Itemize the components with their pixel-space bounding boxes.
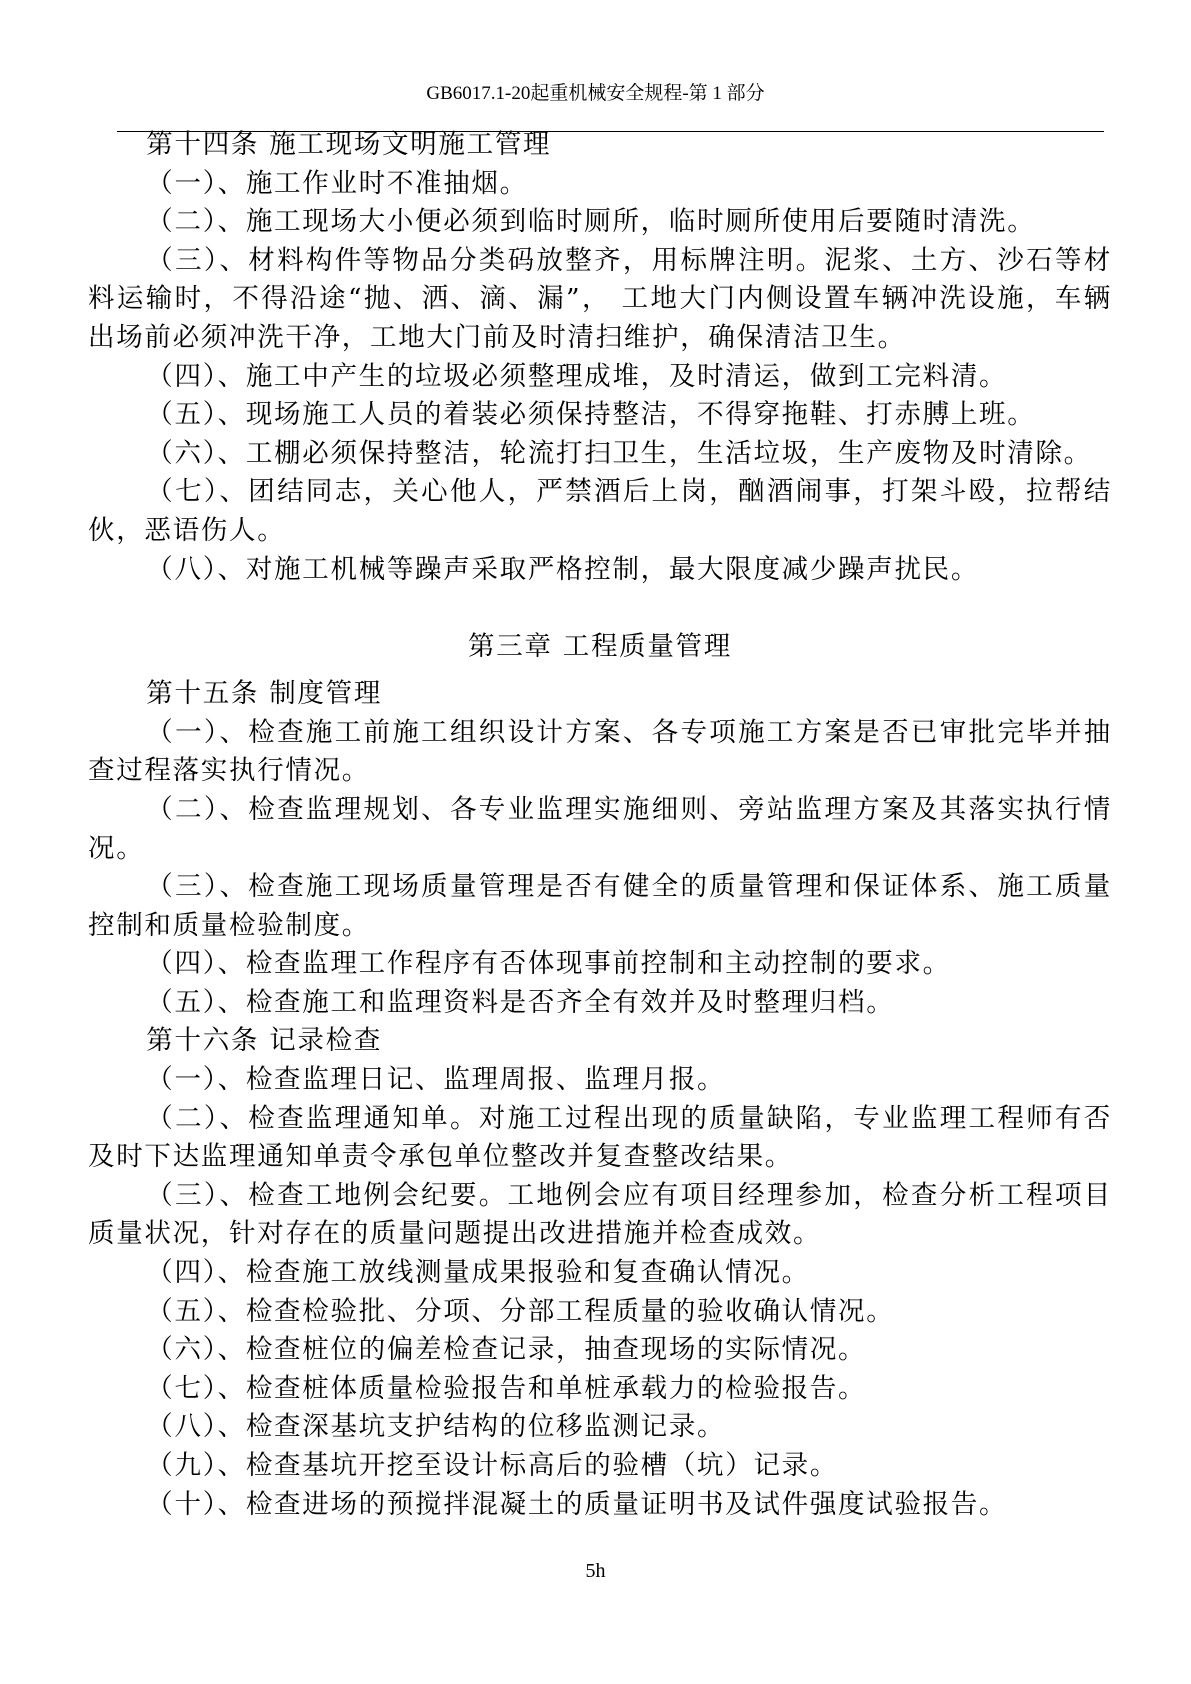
article-14-item-8: （八）、对施工机械等躁声采取严格控制，最大限度减少躁声扰民。 xyxy=(146,553,980,585)
article-16-item-10: （十）、检查进场的预搅拌混凝土的质量证明书及试件强度试验报告。 xyxy=(146,1488,1008,1520)
article-16-item-9: （九）、检查基坑开挖至设计标高后的验槽（坑）记录。 xyxy=(146,1450,839,1481)
article-16-item-6: （六）、检查桩位的偏差检查记录，抽查现场的实际情况。 xyxy=(146,1334,867,1366)
article-14-item-3: （三）、材料构件等物品分类码放整齐，用标牌注明。泥浆、土方、沙石等材料运输时，不得沿途“抛、洒、滴、漏”， 工地大门内侧设置车辆冲洗设施，车辆出场前必须冲洗干净，工地大门前及时清扫维护，确保清洁卫生。 xyxy=(88,244,1112,353)
article-15-title: 第十五条 制度管理 xyxy=(146,678,383,710)
article-16-item-4: （四）、检查施工放线测量成果报验和复查确认情况。 xyxy=(146,1257,810,1289)
article-15-item-1: （一）、检查施工前施工组织设计方案、各专项施工方案是否已审批完毕并抽查过程落实执行情况。 xyxy=(88,716,1112,787)
document-body xyxy=(88,126,1112,1524)
article-15-item-5: （五）、检查施工和监理资料是否齐全有效并及时整理归档。 xyxy=(146,986,895,1018)
article-15-item-2: （二）、检查监理规划、各专业监理实施细则、旁站监理方案及其落实执行情况。 xyxy=(88,793,1112,864)
chapter-3-heading: 第三章 工程质量管理 xyxy=(468,631,732,663)
article-15-item-3: （三）、检查施工现场质量管理是否有健全的质量管理和保证体系、施工质量控制和质量检验制度。 xyxy=(88,871,1112,941)
article-14-item-1: （一）、施工作业时不准抽烟。 xyxy=(146,167,528,199)
article-14-item-6: （六）、工棚必须保持整洁，轮流打扫卫生，生活垃圾，生产废物及时清除。 xyxy=(146,437,1092,469)
page-header: GB6017.1-20起重机械安全规程-第 1 部分 xyxy=(426,83,765,104)
article-16-item-5: （五）、检查检验批、分项、分部工程质量的验收确认情况。 xyxy=(146,1295,895,1327)
article-16-item-8: （八）、检查深基坑支护结构的位移监测记录。 xyxy=(146,1411,726,1443)
article-16-item-3: （三）、检查工地例会纪要。工地例会应有项目经理参加，检查分析工程项目质量状况，针对存在的质量问题提出改进措施并检查成效。 xyxy=(88,1179,1112,1250)
article-15-item-4: （四）、检查监理工作程序有否体现事前控制和主动控制的要求。 xyxy=(146,948,951,980)
article-14-item-4: （四）、施工中产生的垃圾必须整理成堆，及时清运，做到工完料清。 xyxy=(146,360,1008,392)
page-number: 5h xyxy=(585,1560,606,1582)
article-14-item-5: （五）、现场施工人员的着装必须保持整洁，不得穿拖鞋、打赤膊上班。 xyxy=(146,399,1036,431)
article-16-item-2: （二）、检查监理通知单。对施工过程出现的质量缺陷，专业监理工程师有否及时下达监理通知单责令承包单位整改并复查整改结果。 xyxy=(88,1102,1112,1173)
article-14-item-7: （七）、团结同志，关心他人，严禁酒后上岗，酗酒闹事，打架斗殴，拉帮结伙，恶语伤人。 xyxy=(88,476,1112,546)
article-16-item-7: （七）、检查桩体质量检验报告和单桩承载力的检验报告。 xyxy=(146,1372,867,1404)
article-16-item-1: （一）、检查监理日记、监理周报、监理月报。 xyxy=(146,1064,726,1096)
article-14-title: 第十四条 施工现场文明施工管理 xyxy=(146,129,552,160)
article-14-item-2: （二）、施工现场大小便必须到临时厕所，临时厕所使用后要随时清洗。 xyxy=(146,206,1036,238)
article-16-title: 第十六条 记录检查 xyxy=(146,1025,383,1057)
